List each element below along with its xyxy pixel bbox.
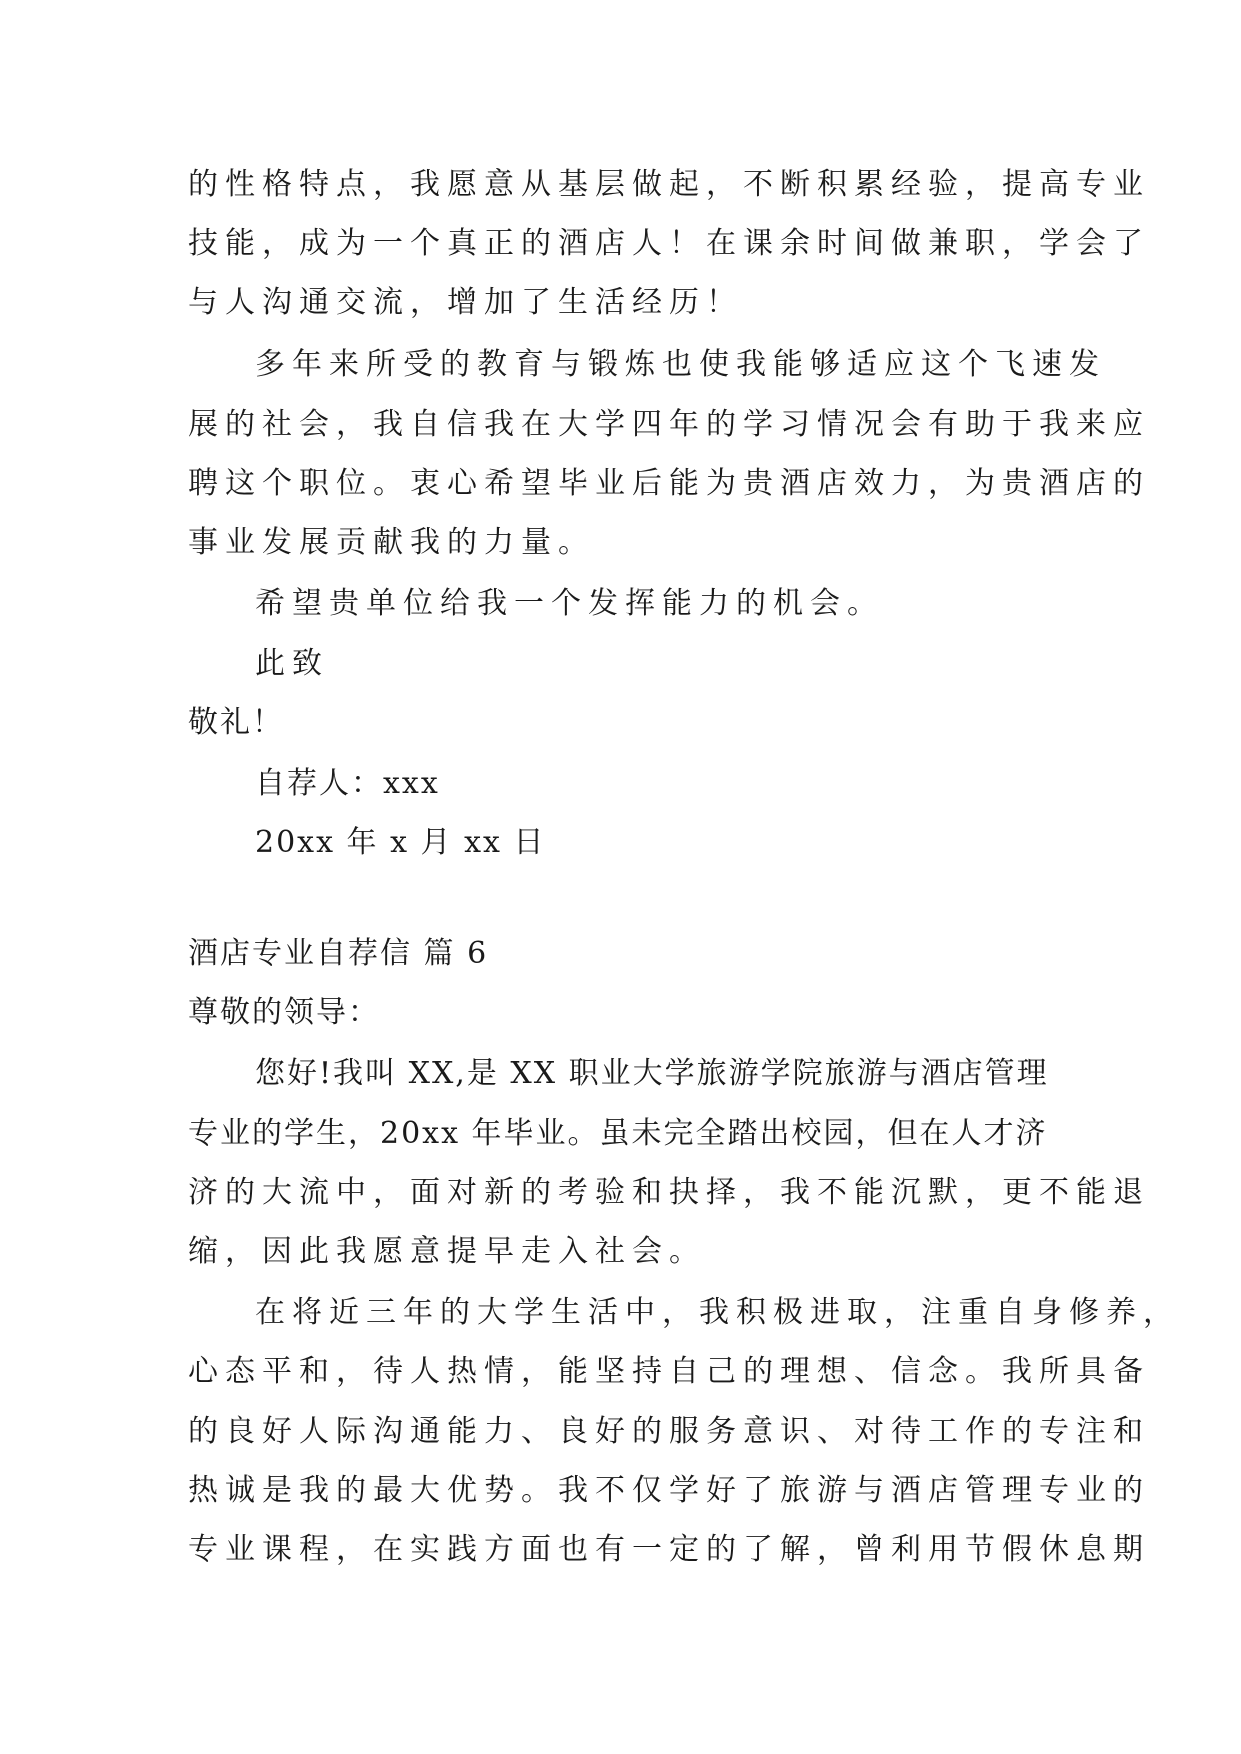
date-line: 20xx 年 x 月 xx 日 <box>255 825 546 860</box>
paragraph-2-line-3: 聘这个职位。衷心希望毕业后能为贵酒店效力，为贵酒店的 <box>188 466 1150 501</box>
paragraph-tail-line-3: 与人沟通交流，增加了生活经历！ <box>188 285 743 320</box>
s6-paragraph-2-line-1: 在将近三年的大学生活中，我积极进取，注重自身修养， <box>255 1295 1180 1330</box>
section-title: 酒店专业自荐信 篇 6 <box>188 936 489 971</box>
s6-paragraph-1-line-3: 济的大流中，面对新的考验和抉择，我不能沉默，更不能退 <box>188 1175 1150 1210</box>
closing-1: 此致 <box>255 646 329 681</box>
paragraph-2-line-4: 事业发展贡献我的力量。 <box>188 525 595 560</box>
s6-paragraph-2-line-3: 的良好人际沟通能力、良好的服务意识、对待工作的专注和 <box>188 1414 1150 1449</box>
signer-line: 自荐人：xxx <box>255 766 440 801</box>
closing-2: 敬礼！ <box>188 705 284 740</box>
s6-paragraph-1-line-4: 缩，因此我愿意提早走入社会。 <box>188 1234 706 1269</box>
paragraph-2-line-2: 展的社会，我自信我在大学四年的学习情况会有助于我来应 <box>188 407 1150 442</box>
paragraph-2-line-1: 多年来所受的教育与锻炼也使我能够适应这个飞速发 <box>255 347 1106 382</box>
hope-line: 希望贵单位给我一个发挥能力的机会。 <box>255 586 884 621</box>
salutation: 尊敬的领导： <box>188 995 380 1030</box>
s6-paragraph-2-line-2: 心态平和，待人热情，能坚持自己的理想、信念。我所具备 <box>188 1354 1150 1389</box>
s6-paragraph-2-line-5: 专业课程，在实践方面也有一定的了解，曾利用节假休息期 <box>188 1532 1150 1567</box>
paragraph-tail-line-1: 的性格特点，我愿意从基层做起，不断积累经验，提高专业 <box>188 167 1150 202</box>
s6-paragraph-1-line-1: 您好!我叫 XX,是 XX 职业大学旅游学院旅游与酒店管理 <box>255 1056 1049 1091</box>
s6-paragraph-2-line-4: 热诚是我的最大优势。我不仅学好了旅游与酒店管理专业的 <box>188 1473 1150 1508</box>
s6-paragraph-1-line-2: 专业的学生，20xx 年毕业。虽未完全踏出校园，但在人才济 <box>188 1116 1048 1151</box>
paragraph-tail-line-2: 技能，成为一个真正的酒店人！在课余时间做兼职，学会了 <box>188 226 1150 261</box>
